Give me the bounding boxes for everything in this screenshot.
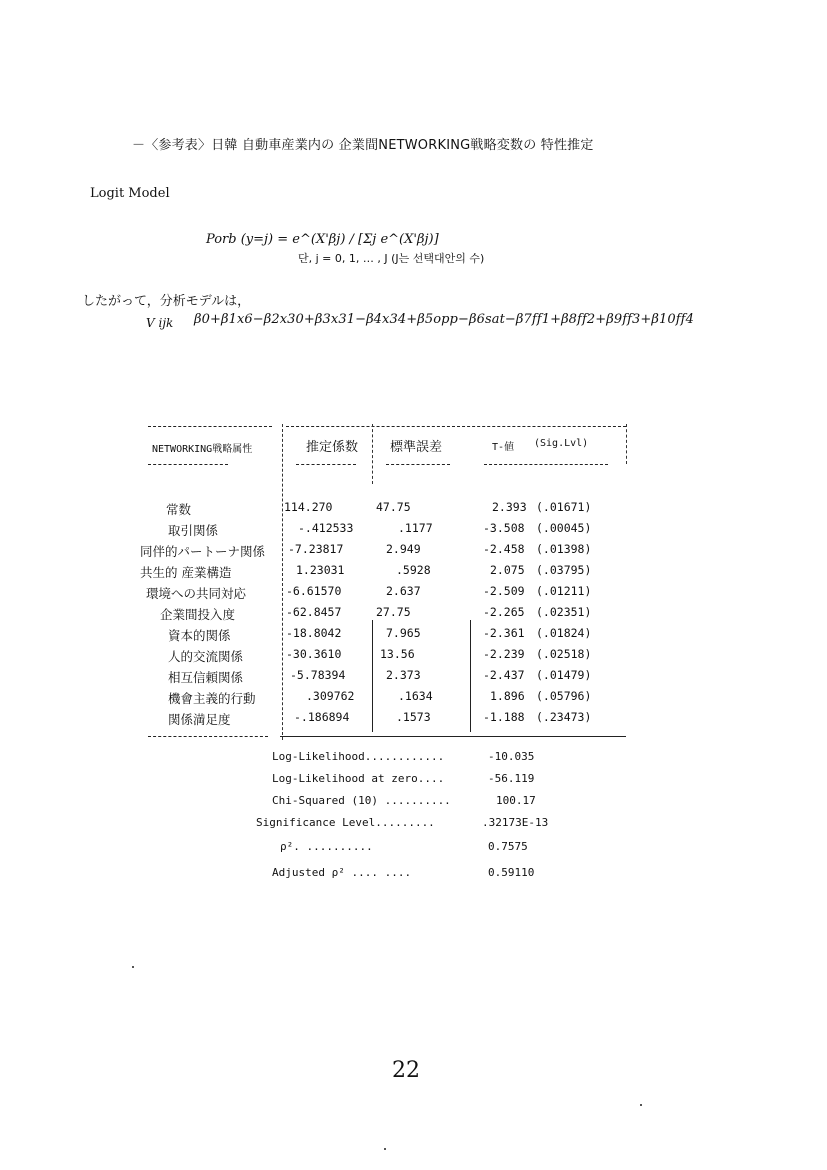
header-underline-4	[484, 464, 608, 465]
row-tvalue: 2.393	[492, 500, 527, 514]
stat-label: Chi-Squared (10) ..........	[272, 794, 451, 807]
stat-label: Log-Likelihood at zero....	[272, 772, 445, 785]
stat-row	[256, 816, 586, 838]
stat-value: -56.119	[488, 772, 535, 785]
stat-row	[256, 840, 586, 862]
header-underline-2	[296, 464, 356, 465]
row-sig: (.02518)	[536, 647, 592, 661]
equation-rhs: β0+β1x6−β2x30+β3x31−β4x34+β5opp−β6sat−β7ff1+β8ff2+β9ff3+β10ff4	[194, 312, 694, 327]
table-row	[140, 584, 630, 605]
table-row	[140, 563, 630, 584]
row-tvalue: -2.509	[483, 584, 525, 598]
row-estimate: 114.270	[284, 500, 333, 514]
row-estimate: -6.61570	[286, 584, 342, 598]
row-sig: (.00045)	[536, 521, 592, 535]
row-tvalue: -2.458	[483, 542, 525, 556]
table-row	[140, 542, 630, 563]
stat-value: 0.7575	[488, 840, 528, 853]
row-tvalue: -1.188	[483, 710, 525, 724]
row-estimate: 1.23031	[296, 563, 345, 577]
row-sig: (.05796)	[536, 689, 592, 703]
row-stderr: 7.965	[386, 626, 421, 640]
table-right-edge	[626, 424, 627, 464]
row-stderr: 47.75	[376, 500, 411, 514]
row-stderr: .1177	[398, 521, 433, 535]
stat-row	[256, 866, 586, 888]
row-estimate: -18.8042	[286, 626, 342, 640]
row-label: 関係満足度	[168, 712, 231, 727]
stat-label: ρ². ..........	[280, 840, 373, 853]
table-row	[140, 647, 630, 668]
header-attribute: NETWORKING戦略属性	[152, 444, 253, 455]
row-tvalue: -2.265	[483, 605, 525, 619]
stat-row	[256, 750, 586, 772]
page-number: 22	[392, 1058, 420, 1083]
table-row	[140, 626, 630, 647]
document-title: －〈参考表〉日韓 自動車産業内の 企業間NETWORKING戦略変数の 特性推定	[132, 138, 594, 153]
row-estimate: .309762	[306, 689, 355, 703]
table-row	[140, 689, 630, 710]
table-bottom-rule-left	[148, 736, 268, 737]
row-sig: (.01398)	[536, 542, 592, 556]
stat-value: 0.59110	[488, 866, 535, 879]
stat-label: Significance Level.........	[256, 816, 435, 829]
row-stderr: 27.75	[376, 605, 411, 619]
stat-value: 100.17	[496, 794, 536, 807]
header-sig: (Sig.Lvl)	[534, 438, 589, 449]
stat-value: .32173E-13	[482, 816, 549, 829]
table-row	[140, 605, 630, 626]
header-estimate: 推定係数	[306, 440, 359, 455]
row-stderr: 2.373	[386, 668, 421, 682]
model-label: Logit Model	[90, 186, 170, 201]
row-estimate: -7.23817	[288, 542, 344, 556]
row-tvalue: -2.239	[483, 647, 525, 661]
row-stderr: .1634	[398, 689, 433, 703]
row-stderr: .5928	[396, 563, 431, 577]
row-label: 環境への共同対応	[146, 586, 247, 601]
row-label: 企業間投入度	[160, 607, 236, 622]
table-row	[140, 668, 630, 689]
row-sig: (.01671)	[536, 500, 592, 514]
results-table	[140, 420, 630, 740]
row-sig: (.01479)	[536, 668, 592, 682]
row-label: 資本的関係	[168, 628, 231, 643]
stat-label: Log-Likelihood............	[272, 750, 445, 763]
row-tvalue: -2.437	[483, 668, 525, 682]
logit-formula-note: 단, j = 0, 1, … , J (J는 선택대안의 수)	[298, 252, 485, 265]
scan-speck	[132, 966, 134, 968]
stat-value: -10.035	[488, 750, 535, 763]
row-estimate: -.412533	[298, 521, 354, 535]
row-tvalue: -2.361	[483, 626, 525, 640]
row-estimate: -30.3610	[286, 647, 342, 661]
row-stderr: .1573	[396, 710, 431, 724]
row-tvalue: 1.896	[490, 689, 525, 703]
row-stderr: 2.949	[386, 542, 421, 556]
row-label: 共生的 産業構造	[140, 565, 232, 580]
row-sig: (.02351)	[536, 605, 592, 619]
stat-row	[256, 772, 586, 794]
row-stderr: 13.56	[380, 647, 415, 661]
table-row	[140, 500, 630, 521]
row-label: 常数	[166, 502, 192, 517]
row-sig: (.03795)	[536, 563, 592, 577]
header-tvalue: T-値	[492, 442, 515, 453]
scan-speck	[640, 1104, 642, 1106]
row-estimate: -.186894	[294, 710, 350, 724]
intro-text: したがって，分析モデルは，	[82, 294, 251, 309]
table-col-divider-2	[372, 424, 373, 484]
header-stderr: 標準誤差	[390, 440, 443, 455]
table-bottom-rule-right	[280, 736, 626, 737]
row-estimate: -5.78394	[290, 668, 346, 682]
logit-formula: Porb (y=j) = e^(X'βj) / [Σj e^(X'βj)]	[206, 232, 439, 247]
table-row	[140, 710, 630, 731]
header-underline-1	[148, 464, 228, 465]
row-stderr: 2.637	[386, 584, 421, 598]
row-sig: (.01824)	[536, 626, 592, 640]
row-sig: (.23473)	[536, 710, 592, 724]
row-label: 相互信頼関係	[168, 670, 244, 685]
stat-label: Adjusted ρ² .... ....	[272, 866, 412, 879]
row-tvalue: -3.508	[483, 521, 525, 535]
row-label: 同伴的パートーナ関係	[140, 544, 266, 559]
stat-row	[256, 794, 586, 816]
row-label: 取引関係	[168, 523, 219, 538]
row-estimate: -62.8457	[286, 605, 342, 619]
row-sig: (.01211)	[536, 584, 592, 598]
table-top-rule-right	[286, 426, 626, 427]
table-row	[140, 521, 630, 542]
equation-lhs: V ijk	[146, 316, 174, 330]
table-top-rule-left	[148, 426, 272, 427]
row-label: 人的交流関係	[168, 649, 244, 664]
header-underline-3	[386, 464, 450, 465]
row-tvalue: 2.075	[490, 563, 525, 577]
row-label: 機會主義的行動	[168, 691, 256, 706]
scan-speck	[384, 1148, 386, 1150]
